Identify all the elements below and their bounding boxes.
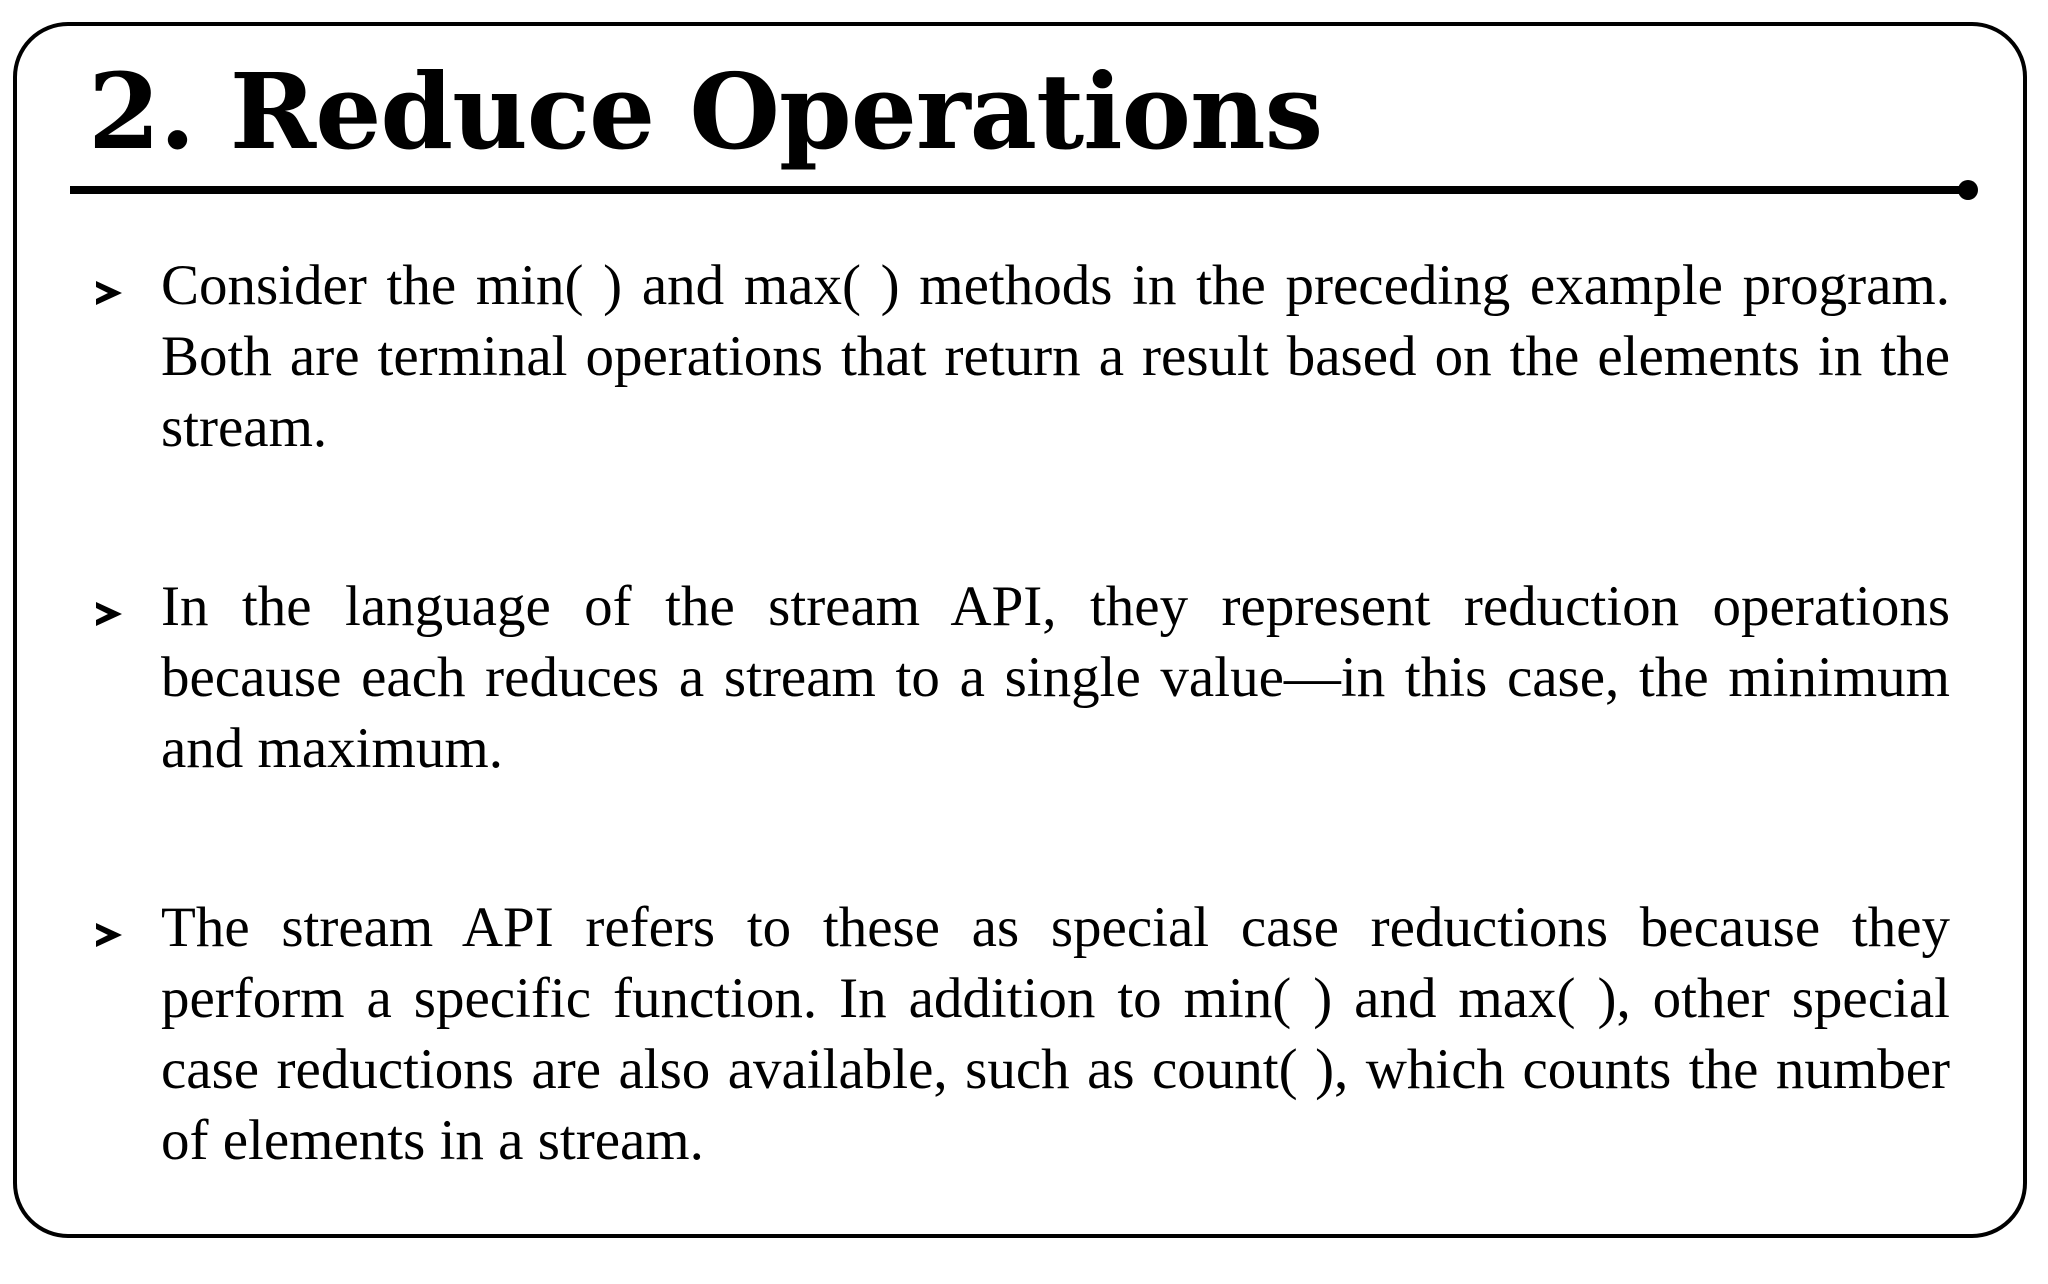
bullet-item xyxy=(88,892,1950,1176)
bullet-item xyxy=(88,571,1950,784)
arrowhead-bullet-icon xyxy=(96,602,122,626)
title-underline-endpoint xyxy=(1958,180,1978,200)
title-underline xyxy=(70,186,1970,194)
bullet-text: The stream API refers to these as special case reductions because they perform a specific function. In addition to min( ) and max( ), other special case reductions are also available, such as count( ), which counts the number of elements in a stream. xyxy=(161,896,1950,1172)
bullet-item xyxy=(88,250,1950,463)
bullet-list xyxy=(88,250,1950,1284)
arrowhead-bullet-icon xyxy=(96,923,122,947)
slide-title: 2. Reduce Operations xyxy=(88,50,1323,173)
bullet-text: In the language of the stream API, they represent reduction operations because each reduces a stream to a single value—in this case, the minimum and maximum. xyxy=(161,575,1950,780)
arrowhead-bullet-icon xyxy=(96,281,122,305)
bullet-text: Consider the min( ) and max( ) methods in the preceding example program. Both are terminal operations that return a result based on the elements in the stream. xyxy=(161,254,1950,459)
